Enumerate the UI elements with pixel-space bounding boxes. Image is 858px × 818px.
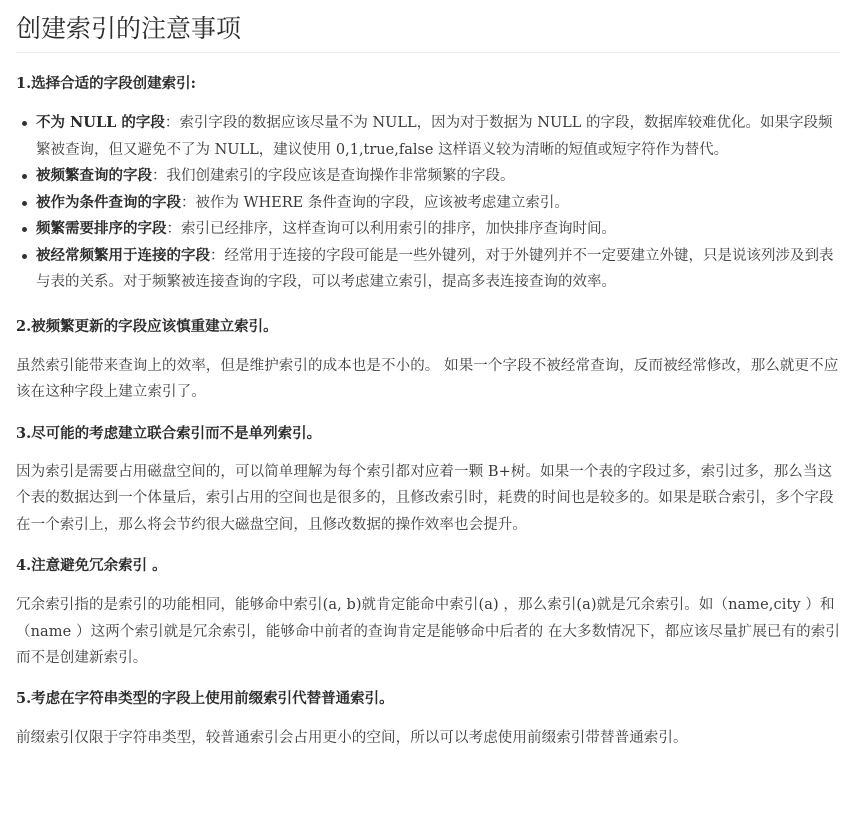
bullet-list	[16, 110, 840, 296]
list-item-text: 我们创建索引的字段应该是查询操作非常频繁的字段。	[166, 168, 515, 184]
list-item-separator: ：	[210, 247, 225, 264]
bullet-dot-icon	[22, 201, 27, 206]
list-item-term: 被频繁查询的字段	[36, 167, 152, 184]
list-item	[16, 216, 840, 243]
section-paragraph-2: 虽然索引能带来查询上的效率，但是维护索引的成本也是不小的。 如果一个字段不被经常查询，反而被经常修改，那么就更不应该在这种字段上建立索引了。	[16, 357, 839, 400]
bullet-dot-icon	[22, 121, 27, 126]
list-item-term: 不为 NULL 的字段	[36, 114, 165, 131]
section-heading-1: 1.选择合适的字段创建索引:	[16, 75, 196, 92]
list-item	[16, 110, 840, 163]
list-item-separator: ：	[166, 221, 181, 237]
list-item-separator: ：	[164, 115, 180, 131]
section-heading-5: 5.考虑在字符串类型的字段上使用前缀索引代替普通索引。	[16, 689, 394, 707]
section-paragraph-4: 冗余索引指的是索引的功能相同，能够命中索引(a, b)就肯定能命中索引(a) ，那么索引(a)就是冗余索引。如（name,city ）和（name ）这两个索引就是冗余索引，能够命中前者的查询肯定是能够命中后者的 在大多数情况下，都应该尽量扩展已有的索引而不是创建新索引。	[16, 597, 840, 666]
list-item-text: 经常用于连接的字段可能是一些外键列，对于外键列并不一定要建立外键，只是说该列涉及到表与表的关系。对于频繁被连接查询的字段，可以考虑建立索引，提高多表连接查询的效率。	[36, 247, 834, 290]
section-heading-4: 4.注意避免冗余索引 。	[16, 557, 167, 574]
list-item-term: 被作为条件查询的字段	[36, 193, 181, 211]
bullet-dot-icon	[22, 227, 27, 232]
list-item-separator: ：	[181, 194, 196, 211]
list-item	[16, 163, 840, 190]
list-item	[16, 190, 840, 217]
list-item-separator: ：	[152, 168, 167, 184]
list-item	[16, 243, 840, 296]
list-item-term: 被经常频繁用于连接的字段	[36, 246, 210, 264]
section-heading-2: 2.被频繁更新的字段应该慎重建立索引。	[16, 317, 278, 335]
bullet-dot-icon	[22, 254, 27, 259]
section-paragraph-3: 因为索引是需要占用磁盘空间的，可以简单理解为每个索引都对应着一颗 B+树。如果一个表的字段过多，索引过多，那么当这个表的数据达到一个体量后，索引占用的空间也是很多的，且修改索引时，耗费的时间也是较多的。如果是联合索引，多个字段在一个索引上，那么将会节约很大磁盘空间，且修改数据的操作效率也会提升。	[16, 463, 834, 533]
list-item-text: 索引字段的数据应该尽量不为 NULL，因为对于数据为 NULL 的字段，数据库较难优化。如果字段频繁被查询，但又避免不了为 NULL，建议使用 0,1,true,false 这样语义较为清晰的短值或短字符作为替代。	[36, 115, 833, 158]
page-title: 创建索引的注意事项	[16, 0, 840, 53]
bullet-dot-icon	[22, 174, 27, 179]
list-item-text: 索引已经排序，这样查询可以利用索引的排序，加快排序查询时间。	[181, 221, 616, 237]
list-item-text: 被作为 WHERE 条件查询的字段，应该被考虑建立索引。	[195, 194, 569, 211]
section-heading-3: 3.尽可能的考虑建立联合索引而不是单列索引。	[16, 424, 322, 442]
section-paragraph-5: 前缀索引仅限于字符串类型，较普通索引会占用更小的空间，所以可以考虑使用前缀索引带替普通索引。	[16, 729, 688, 746]
list-item-term: 频繁需要排序的字段	[36, 220, 167, 237]
